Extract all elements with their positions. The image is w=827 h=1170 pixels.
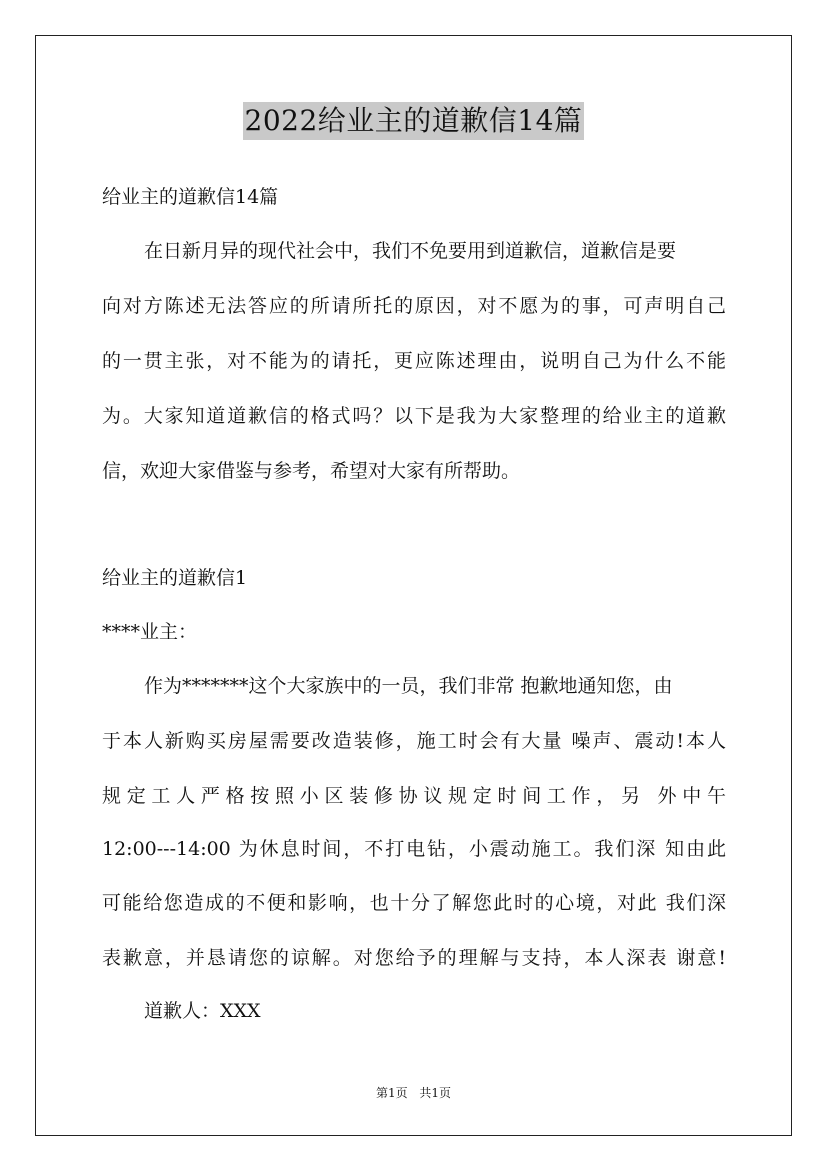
signature: 道歉人：XXX <box>144 1000 261 1022</box>
intro-line: 向对方陈述无法答应的所请所托的原因，对不愿为的事，可声明自己 <box>102 295 726 317</box>
letter-body-line: 12:00---14:00 为休息时间，不打电钻，小震动施工。我们深 知由此 <box>102 838 726 860</box>
page-footer <box>0 1084 827 1101</box>
letter-body-line: 于本人新购买房屋需要改造装修，施工时会有大量 噪声、震动!本人 <box>102 730 726 752</box>
document-title: 2022给业主的道歉信14篇 <box>243 102 585 140</box>
intro-line: 的一贯主张，对不能为的请托，更应陈述理由，说明自己为什么不能 <box>102 350 726 372</box>
letter-body-line: 规定工人严格按照小区装修协议规定时间工作，另 外中午 <box>102 785 726 807</box>
intro-line: 信，欢迎大家借鉴与参考，希望对大家有所帮助。 <box>102 460 521 482</box>
letter-body-line: 表歉意，并恳请您的谅解。对您给予的理解与支持，本人深表 谢意! <box>102 947 726 969</box>
document-title-wrap <box>0 102 827 140</box>
intro-line: 在日新月异的现代社会中，我们不免要用到道歉信，道歉信是要 <box>144 240 677 262</box>
letter-body-line: 作为*******这个大家族中的一员，我们非常 抱歉地通知您，由 <box>144 675 673 697</box>
page-total: 共1页 <box>419 1086 452 1100</box>
letter-body-line: 可能给您造成的不便和影响，也十分了解您此时的心境，对此 我们深 <box>102 892 726 914</box>
letter-heading: 给业主的道歉信1 <box>102 567 248 589</box>
page-number: 第1页 <box>375 1086 408 1100</box>
subtitle: 给业主的道歉信14篇 <box>102 186 279 208</box>
intro-line: 为。大家知道道歉信的格式吗？以下是我为大家整理的给业主的道歉 <box>102 405 726 427</box>
salutation: ****业主： <box>102 621 198 643</box>
